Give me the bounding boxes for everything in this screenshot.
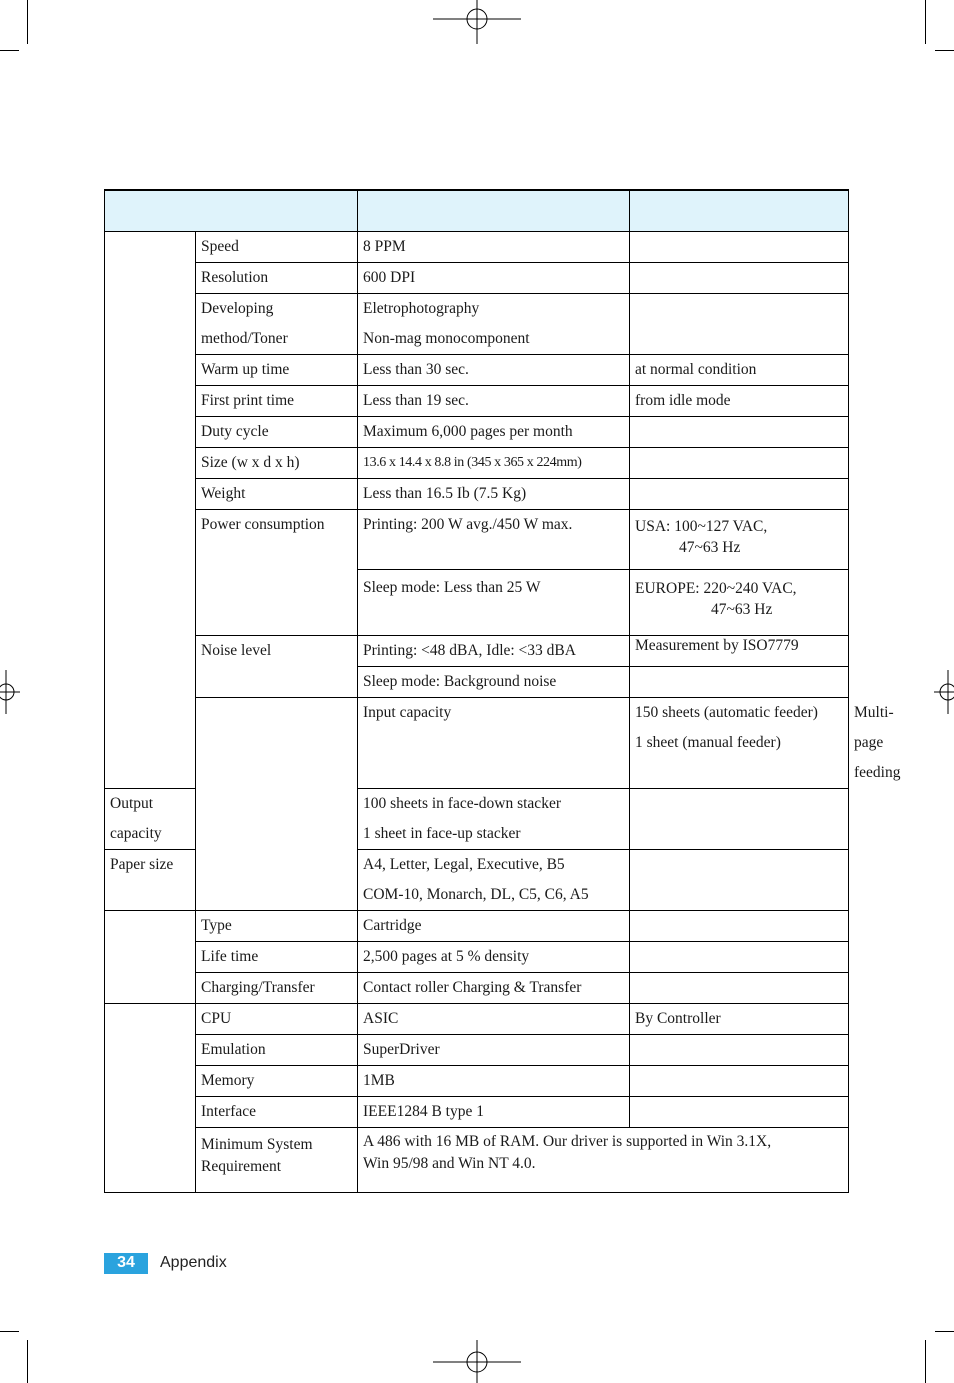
note-line: 47~63 Hz — [679, 539, 741, 556]
note-cell — [630, 263, 849, 294]
table-row — [105, 263, 849, 294]
value-cell: Contact roller Charging & Transfer — [358, 973, 630, 1004]
param-cell: CPU — [196, 1004, 358, 1035]
table-row — [105, 942, 849, 973]
value-cell: Less than 30 sec. — [358, 355, 630, 386]
page-number-badge: 34 — [104, 1253, 148, 1274]
value-line: 100 sheets in face-down stacker — [363, 795, 561, 812]
note-cell — [630, 1097, 849, 1128]
crop-mark — [0, 1331, 19, 1332]
table-row — [105, 510, 849, 570]
note-cell — [630, 973, 849, 1004]
param-cell: Noise level — [196, 636, 358, 698]
note-cell — [630, 1035, 849, 1066]
param-cell: Power consumption — [196, 510, 358, 636]
param-cell: Memory — [196, 1066, 358, 1097]
value-cell: Cartridge — [358, 911, 630, 942]
value-line: Non-mag monocomponent — [363, 330, 530, 347]
param-cell: Type — [196, 911, 358, 942]
crop-mark — [925, 0, 926, 44]
table-row — [105, 232, 849, 263]
note-cell: By Controller — [630, 1004, 849, 1035]
value-cell: Sleep mode: Background noise — [358, 667, 630, 698]
param-cell: Input capacity — [358, 698, 630, 789]
param-cell: Warm up time — [196, 355, 358, 386]
section-label: Appendix — [160, 1254, 227, 1271]
value-line: 1 sheet (manual feeder) — [635, 734, 781, 751]
param-cell: First print time — [196, 386, 358, 417]
value-cell: Maximum 6,000 pages per month — [358, 417, 630, 448]
value-cell: 1MB — [358, 1066, 630, 1097]
value-cell — [358, 789, 630, 850]
note-cell — [630, 789, 849, 850]
table-row — [105, 1004, 849, 1035]
note-cell: from idle mode — [630, 386, 849, 417]
note-cell — [630, 942, 849, 973]
table-row — [105, 294, 849, 355]
table-row — [105, 417, 849, 448]
crop-mark — [935, 50, 954, 51]
note-cell — [630, 232, 849, 263]
param-line: method/Toner — [201, 330, 288, 347]
table-row — [105, 1097, 849, 1128]
note-line: 47~63 Hz — [711, 601, 773, 618]
table-row: Input capacity 150 sheets (automatic feeder) 1 sheet (manual feeder) Multi-page feeding — [105, 698, 849, 789]
value-cell: Less than 16.5 Ib (7.5 Kg) — [358, 479, 630, 510]
note-cell — [630, 667, 849, 698]
crop-mark — [27, 0, 28, 44]
value-cell: Less than 19 sec. — [358, 386, 630, 417]
value-cell: ASIC — [358, 1004, 630, 1035]
note-cell — [630, 570, 849, 636]
table-row — [105, 973, 849, 1004]
value-cell — [358, 1128, 849, 1193]
value-cell: 13.6 x 14.4 x 8.8 in (345 x 365 x 224mm) — [358, 448, 630, 479]
param-cell — [196, 294, 358, 355]
value-line: Eletrophotography — [363, 300, 480, 317]
note-line: USA: 100~127 VAC, — [635, 518, 768, 535]
note-cell — [630, 448, 849, 479]
table-row — [105, 1066, 849, 1097]
note-cell — [630, 294, 849, 355]
header-cell — [105, 190, 358, 232]
table-header-row — [105, 190, 849, 232]
table-row — [105, 911, 849, 942]
param-cell: Weight — [196, 479, 358, 510]
param-cell: Interface — [196, 1097, 358, 1128]
value-line: COM-10, Monarch, DL, C5, C6, A5 — [363, 886, 589, 903]
param-cell — [196, 1128, 358, 1193]
param-cell: Life time — [196, 942, 358, 973]
table-row — [105, 448, 849, 479]
value-cell: Printing: 200 W avg./450 W max. — [358, 510, 630, 570]
value-cell: 2,500 pages at 5 % density — [358, 942, 630, 973]
param-cell: Paper size — [105, 850, 196, 911]
value-cell: Printing: <48 dBA, Idle: <33 dBA — [358, 636, 630, 667]
param-line: Requirement — [201, 1158, 282, 1175]
value-cell — [630, 698, 849, 789]
group-cell — [196, 698, 358, 911]
header-cell — [630, 190, 849, 232]
value-cell: Sleep mode: Less than 25 W — [358, 570, 630, 636]
note-cell — [630, 479, 849, 510]
value-line: 1 sheet in face-up stacker — [363, 825, 521, 842]
note-cell — [630, 850, 849, 911]
table-row — [105, 479, 849, 510]
param-cell: Speed — [196, 232, 358, 263]
note-cell: Measurement by ISO7779 — [630, 636, 849, 667]
note-cell — [630, 510, 849, 570]
crop-mark — [0, 50, 19, 51]
crop-mark — [935, 1331, 954, 1332]
crop-mark — [925, 1340, 926, 1383]
crop-mark — [27, 1340, 28, 1383]
group-cell — [105, 911, 196, 1004]
param-cell: Charging/Transfer — [196, 973, 358, 1004]
value-line: 150 sheets (automatic feeder) — [635, 704, 818, 721]
registration-mark-bottom — [433, 1340, 521, 1383]
header-cell — [358, 190, 630, 232]
value-cell: IEEE1284 B type 1 — [358, 1097, 630, 1128]
value-line: A4, Letter, Legal, Executive, B5 — [363, 856, 565, 873]
param-cell: Resolution — [196, 263, 358, 294]
value-cell: SuperDriver — [358, 1035, 630, 1066]
param-cell: Emulation — [196, 1035, 358, 1066]
value-line: A 486 with 16 MB of RAM. Our driver is supported in Win 3.1X, — [363, 1133, 772, 1150]
specification-table — [104, 189, 901, 1193]
param-cell: Output capacity — [105, 789, 196, 850]
value-cell: 8 PPM — [358, 232, 630, 263]
note-cell — [630, 1066, 849, 1097]
note-line: EUROPE: 220~240 VAC, — [635, 580, 797, 597]
group-cell — [105, 232, 196, 789]
registration-mark-top — [433, 0, 521, 44]
value-cell — [358, 294, 630, 355]
registration-mark-right — [934, 670, 954, 714]
table-row — [105, 386, 849, 417]
group-cell — [105, 1004, 196, 1193]
table-row — [105, 1128, 849, 1193]
value-cell: 600 DPI — [358, 263, 630, 294]
value-cell — [358, 850, 630, 911]
table-row — [105, 636, 849, 667]
note-cell — [630, 911, 849, 942]
registration-mark-left — [0, 670, 20, 714]
note-cell: at normal condition — [630, 355, 849, 386]
param-cell: Size (w x d x h) — [196, 448, 358, 479]
param-line: Developing — [201, 300, 274, 317]
param-line: Minimum System — [201, 1136, 313, 1153]
param-cell: Duty cycle — [196, 417, 358, 448]
table-row — [105, 355, 849, 386]
table-row — [105, 1035, 849, 1066]
page-footer — [104, 1252, 227, 1274]
note-cell — [630, 417, 849, 448]
value-line: Win 95/98 and Win NT 4.0. — [363, 1155, 536, 1172]
